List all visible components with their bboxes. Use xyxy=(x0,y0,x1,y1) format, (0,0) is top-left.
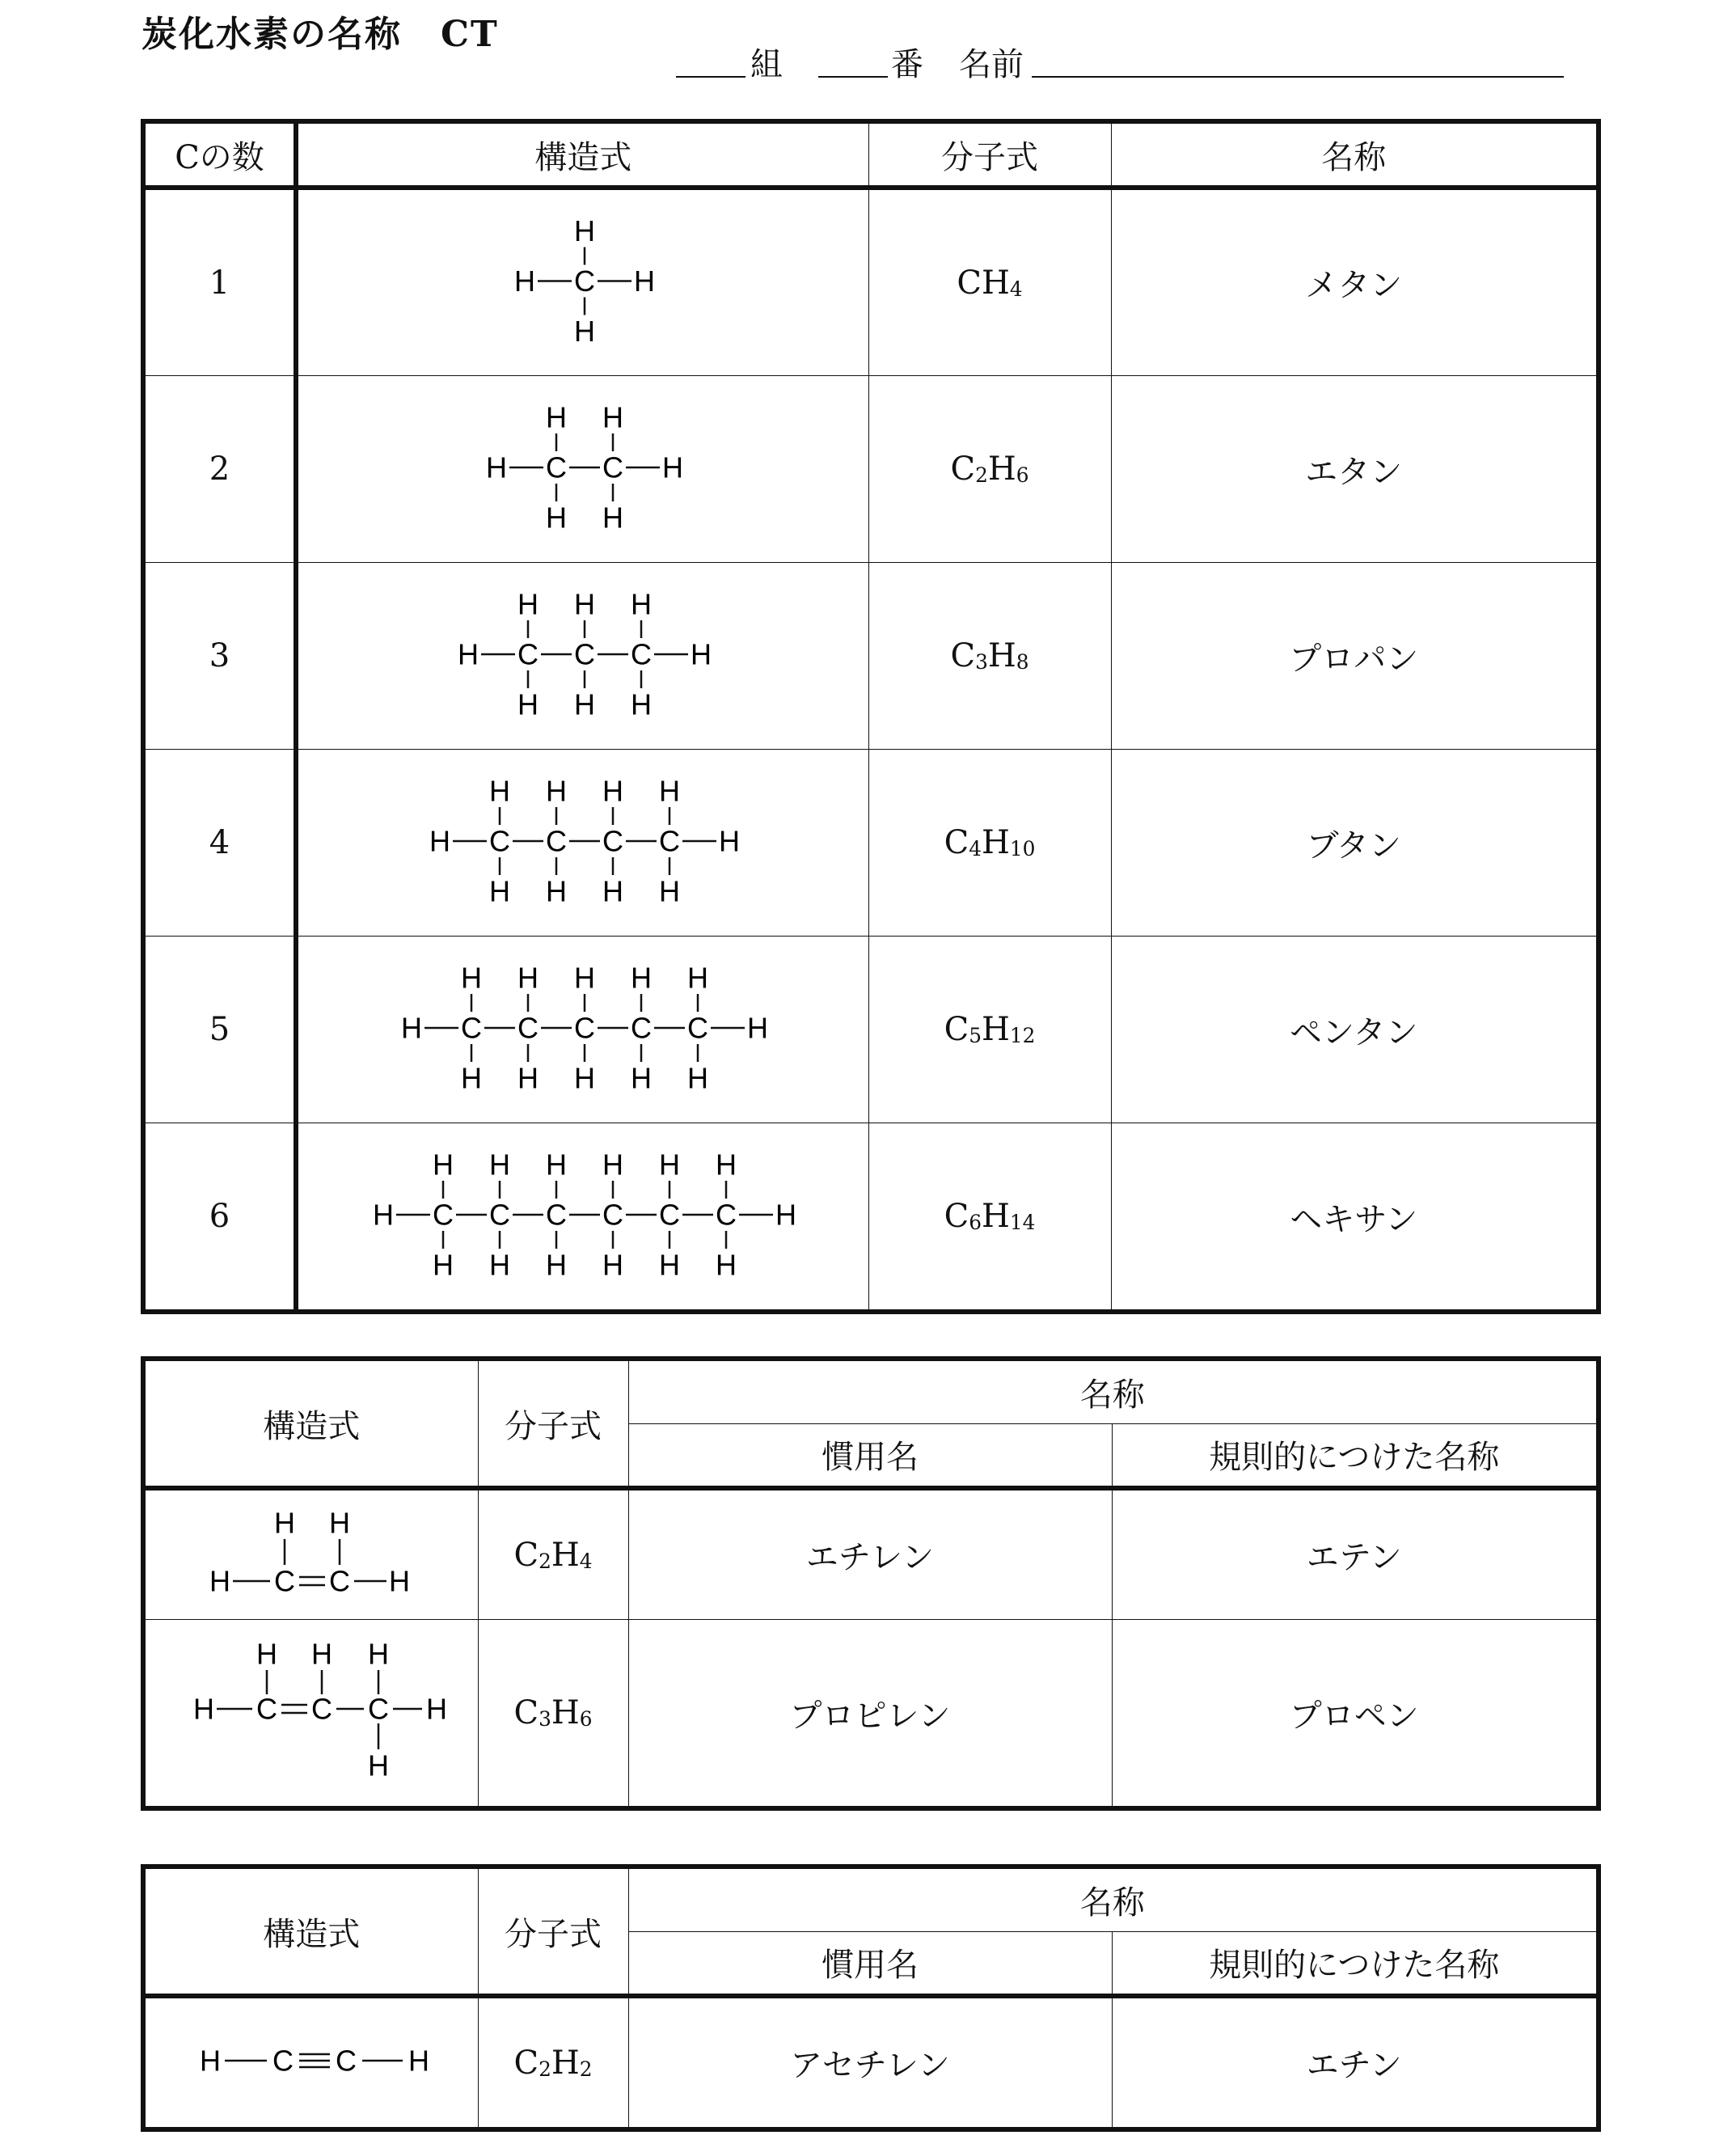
compound-name: メタン xyxy=(1111,188,1599,376)
hydrogen-atom: H xyxy=(193,1692,214,1726)
alkene-table xyxy=(141,1356,1601,1811)
molecular-formula: $C_4H_{10}$ xyxy=(868,750,1111,937)
hydrogen-atom: H xyxy=(274,1506,295,1540)
hydrogen-atom: H xyxy=(634,264,655,298)
hydrogen-atom: H xyxy=(687,961,708,995)
header-common-name: 慣用名 xyxy=(628,1423,1112,1488)
header-systematic-name: 規則的につけた名称 xyxy=(1112,1931,1599,1996)
common-name: プロピレン xyxy=(628,1620,1112,1809)
hydrogen-atom: H xyxy=(389,1564,410,1598)
hydrogen-atom: H xyxy=(489,1148,510,1182)
hydrogen-atom: H xyxy=(574,214,595,247)
hydrogen-atom: H xyxy=(514,264,535,298)
carbon-atom: C xyxy=(687,1011,708,1045)
hydrogen-atom: H xyxy=(546,1148,567,1182)
hydrogen-atom: H xyxy=(659,1148,680,1182)
hydrogen-atom: H xyxy=(368,1748,389,1782)
hydrogen-atom: H xyxy=(719,824,740,858)
table-row xyxy=(143,188,1599,376)
structure-cell xyxy=(296,376,868,563)
structure-cell xyxy=(296,563,868,750)
hydrogen-atom: H xyxy=(602,501,623,535)
carbon-atom: C xyxy=(546,1198,567,1232)
carbon-atom: C xyxy=(546,824,567,858)
header-name: 名称 xyxy=(628,1359,1599,1423)
hydrogen-atom: H xyxy=(458,637,479,671)
carbon-count: 5 xyxy=(143,937,296,1123)
header-name: 名称 xyxy=(628,1867,1599,1931)
hydrogen-atom: H xyxy=(574,587,595,621)
header-molecular-formula: 分子式 xyxy=(478,1359,628,1488)
header-structure: 構造式 xyxy=(143,1867,478,1996)
carbon-atom: C xyxy=(256,1692,277,1726)
carbon-count: 2 xyxy=(143,376,296,563)
header-structure: 構造式 xyxy=(143,1359,478,1488)
carbon-atom: C xyxy=(631,1011,652,1045)
hydrogen-atom: H xyxy=(659,774,680,808)
carbon-count: 1 xyxy=(143,188,296,376)
common-name: アセチレン xyxy=(628,1996,1112,2129)
carbon-atom: C xyxy=(489,824,510,858)
hydrogen-atom: H xyxy=(373,1198,394,1232)
hydrogen-atom: H xyxy=(546,1248,567,1282)
hydrogen-atom: H xyxy=(408,2044,429,2078)
hydrogen-atom: H xyxy=(429,824,450,858)
molecular-formula: $C_2H_4$ xyxy=(478,1488,628,1620)
carbon-count: 3 xyxy=(143,563,296,750)
alkane-header-row xyxy=(143,121,1599,188)
hydrogen-atom: H xyxy=(659,1248,680,1282)
propene-structure xyxy=(146,1620,480,1803)
table-row xyxy=(143,750,1599,937)
pentane-structure xyxy=(298,937,871,1119)
student-info xyxy=(676,39,1565,81)
carbon-atom: C xyxy=(461,1011,482,1045)
carbon-atom: C xyxy=(602,824,623,858)
name-blank[interactable] xyxy=(1032,76,1564,78)
hydrogen-atom: H xyxy=(329,1506,350,1540)
title-text: 炭化水素の名称 xyxy=(141,14,402,55)
carbon-atom: C xyxy=(368,1692,389,1726)
carbon-count: 6 xyxy=(143,1123,296,1313)
hydrogen-atom: H xyxy=(716,1148,737,1182)
header-name: 名称 xyxy=(1111,121,1599,188)
name-label: 名前 xyxy=(959,46,1024,83)
hydrogen-atom: H xyxy=(716,1248,737,1282)
carbon-atom: C xyxy=(574,264,595,298)
hydrogen-atom: H xyxy=(574,961,595,995)
carbon-atom: C xyxy=(336,2044,357,2078)
structure-cell xyxy=(143,1996,478,2129)
hydrogen-atom: H xyxy=(631,1061,652,1095)
hydrogen-atom: H xyxy=(775,1198,796,1232)
table-row xyxy=(143,1123,1599,1313)
systematic-name: エチン xyxy=(1112,1996,1599,2129)
ethene-structure xyxy=(146,1490,480,1616)
hydrogen-atom: H xyxy=(311,1637,332,1671)
propane-structure xyxy=(298,563,871,746)
structure-cell xyxy=(296,937,868,1123)
hydrogen-atom: H xyxy=(546,774,567,808)
hydrogen-atom: H xyxy=(546,501,567,535)
alkane-table xyxy=(141,119,1601,1314)
table-row xyxy=(143,1488,1599,1620)
header-structure: 構造式 xyxy=(296,121,868,188)
molecular-formula: $CH_4$ xyxy=(868,188,1111,376)
hydrogen-atom: H xyxy=(517,961,539,995)
methane-structure xyxy=(298,190,871,372)
carbon-atom: C xyxy=(659,824,680,858)
structure-cell xyxy=(143,1488,478,1620)
hydrogen-atom: H xyxy=(602,1148,623,1182)
carbon-atom: C xyxy=(311,1692,332,1726)
structure-cell xyxy=(296,1123,868,1313)
alkyne-header-row xyxy=(143,1867,1599,1931)
header-systematic-name: 規則的につけた名称 xyxy=(1112,1423,1599,1488)
hydrogen-atom: H xyxy=(426,1692,447,1726)
carbon-atom: C xyxy=(574,1011,595,1045)
carbon-atom: C xyxy=(659,1198,680,1232)
ethane-structure xyxy=(298,376,871,559)
systematic-name: エテン xyxy=(1112,1488,1599,1620)
hydrogen-atom: H xyxy=(687,1061,708,1095)
hydrogen-atom: H xyxy=(200,2044,221,2078)
carbon-atom: C xyxy=(489,1198,510,1232)
hydrogen-atom: H xyxy=(546,874,567,908)
table-row xyxy=(143,937,1599,1123)
class-blank[interactable] xyxy=(676,76,746,78)
hydrogen-atom: H xyxy=(574,687,595,721)
hydrogen-atom: H xyxy=(602,874,623,908)
hydrogen-atom: H xyxy=(574,315,595,348)
butane-structure xyxy=(298,750,871,932)
carbon-atom: C xyxy=(274,1564,295,1598)
carbon-count: 4 xyxy=(143,750,296,937)
hydrogen-atom: H xyxy=(433,1248,454,1282)
carbon-atom: C xyxy=(329,1564,350,1598)
hydrogen-atom: H xyxy=(631,687,652,721)
hydrogen-atom: H xyxy=(574,1061,595,1095)
carbon-atom: C xyxy=(602,1198,623,1232)
carbon-atom: C xyxy=(517,1011,539,1045)
hydrogen-atom: H xyxy=(691,637,712,671)
number-label: 番 xyxy=(891,46,923,83)
table-row xyxy=(143,376,1599,563)
hexane-structure xyxy=(298,1123,871,1306)
hydrogen-atom: H xyxy=(401,1011,422,1045)
alkene-header-row xyxy=(143,1359,1599,1423)
class-label: 組 xyxy=(750,46,783,83)
molecular-formula: $C_2H_6$ xyxy=(868,376,1111,563)
hydrogen-atom: H xyxy=(546,400,567,434)
hydrogen-atom: H xyxy=(659,874,680,908)
common-name: エチレン xyxy=(628,1488,1112,1620)
hydrogen-atom: H xyxy=(602,400,623,434)
molecular-formula: $C_2H_2$ xyxy=(478,1996,628,2129)
compound-name: エタン xyxy=(1111,376,1599,563)
header-common-name: 慣用名 xyxy=(628,1931,1112,1996)
hydrogen-atom: H xyxy=(517,687,539,721)
hydrogen-atom: H xyxy=(433,1148,454,1182)
number-blank[interactable] xyxy=(818,76,888,78)
molecular-formula: $C_3H_6$ xyxy=(478,1620,628,1809)
carbon-atom: C xyxy=(433,1198,454,1232)
hydrogen-atom: H xyxy=(602,1248,623,1282)
hydrogen-atom: H xyxy=(489,1248,510,1282)
header-carbon-count: Cの数 xyxy=(143,121,296,188)
table-row xyxy=(143,1996,1599,2129)
hydrogen-atom: H xyxy=(486,450,507,484)
hydrogen-atom: H xyxy=(631,587,652,621)
hydrogen-atom: H xyxy=(256,1637,277,1671)
molecular-formula: $C_3H_8$ xyxy=(868,563,1111,750)
structure-cell xyxy=(143,1620,478,1809)
structure-cell xyxy=(296,188,868,376)
systematic-name: プロペン xyxy=(1112,1620,1599,1809)
table-row xyxy=(143,563,1599,750)
hydrogen-atom: H xyxy=(662,450,683,484)
molecular-formula: $C_6H_{14}$ xyxy=(868,1123,1111,1313)
hydrogen-atom: H xyxy=(461,1061,482,1095)
hydrogen-atom: H xyxy=(602,774,623,808)
carbon-atom: C xyxy=(602,450,623,484)
header-molecular-formula: 分子式 xyxy=(868,121,1111,188)
hydrogen-atom: H xyxy=(461,961,482,995)
compound-name: ヘキサン xyxy=(1111,1123,1599,1313)
header-molecular-formula: 分子式 xyxy=(478,1867,628,1996)
structure-cell xyxy=(296,750,868,937)
compound-name: ブタン xyxy=(1111,750,1599,937)
hydrogen-atom: H xyxy=(517,587,539,621)
carbon-atom: C xyxy=(574,637,595,671)
carbon-atom: C xyxy=(631,637,652,671)
compound-name: プロパン xyxy=(1111,563,1599,750)
molecular-formula: $C_5H_{12}$ xyxy=(868,937,1111,1123)
carbon-atom: C xyxy=(517,637,539,671)
ethyne-structure xyxy=(146,1998,480,2124)
hydrogen-atom: H xyxy=(368,1637,389,1671)
hydrogen-atom: H xyxy=(489,874,510,908)
compound-name: ペンタン xyxy=(1111,937,1599,1123)
title-suffix: CT xyxy=(441,14,499,55)
worksheet-title xyxy=(141,5,499,57)
hydrogen-atom: H xyxy=(517,1061,539,1095)
hydrogen-atom: H xyxy=(631,961,652,995)
hydrogen-atom: H xyxy=(489,774,510,808)
carbon-atom: C xyxy=(716,1198,737,1232)
carbon-atom: C xyxy=(272,2044,294,2078)
alkyne-table xyxy=(141,1864,1601,2132)
hydrogen-atom: H xyxy=(209,1564,230,1598)
table-row xyxy=(143,1620,1599,1809)
hydrogen-atom: H xyxy=(747,1011,768,1045)
carbon-atom: C xyxy=(546,450,567,484)
